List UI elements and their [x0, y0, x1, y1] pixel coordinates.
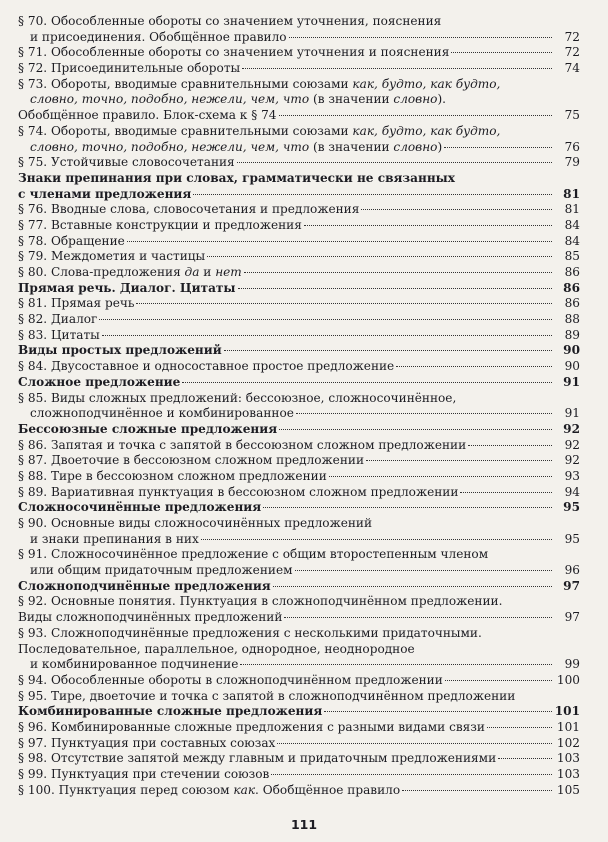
- toc-section-heading: [18, 579, 580, 595]
- page-number: 111: [290, 817, 318, 832]
- toc-entry: [18, 202, 580, 218]
- toc-entry: [18, 45, 580, 61]
- dot-leader: [99, 319, 552, 320]
- toc-section-heading: [18, 704, 580, 720]
- toc-line: [18, 218, 580, 234]
- toc-entry: [18, 77, 580, 124]
- toc-line-text: и знаки препинания в них: [30, 531, 199, 546]
- toc-line-text: § 81. Прямая речь: [18, 296, 135, 311]
- toc-entry: [18, 391, 580, 422]
- dot-leader: [324, 711, 552, 712]
- toc-line-text: § 93. Сложноподчинённые предложения с несколькими придаточными.: [18, 625, 482, 640]
- toc-line-text: § 78. Обращение: [18, 233, 125, 248]
- toc-line-text: § 76. Вводные слова, словосочетания и предложения: [18, 202, 360, 217]
- toc-page-number: 95: [563, 500, 580, 515]
- dot-leader: [224, 350, 552, 351]
- toc-line: [18, 92, 580, 108]
- toc-line-text: § 72. Присоединительные обороты: [18, 61, 241, 76]
- dot-leader: [207, 256, 552, 257]
- toc-line-text: § 100. Пунктуация перед союзом как. Обобщённое правило: [18, 782, 401, 797]
- toc-line: [18, 704, 580, 720]
- toc-line: [18, 751, 580, 767]
- toc-page-number: 100: [556, 672, 580, 687]
- toc-line: [18, 453, 580, 469]
- dot-leader: [240, 664, 552, 665]
- dot-leader: [366, 460, 552, 461]
- toc-line: [18, 422, 580, 438]
- toc-page-number: 105: [556, 782, 580, 797]
- toc-entry: [18, 155, 580, 171]
- dot-leader: [460, 492, 552, 493]
- dot-leader: [127, 241, 552, 242]
- toc-entry: [18, 124, 580, 155]
- dot-leader: [263, 507, 552, 508]
- toc-line-text: § 79. Междометия и частицы: [18, 249, 206, 264]
- toc-line-text: § 99. Пунктуация при стечении союзов: [18, 767, 270, 781]
- toc-page-number: 94: [564, 484, 580, 499]
- toc-line-text: или общим придаточным предложением: [30, 563, 293, 578]
- toc-entry: [18, 673, 580, 689]
- toc-line: [18, 657, 580, 673]
- dot-leader: [296, 413, 552, 414]
- toc-line: [18, 736, 580, 752]
- toc-line-text: Бессоюзные сложные предложения: [18, 421, 278, 436]
- toc-line-text: § 75. Устойчивые словосочетания: [18, 155, 235, 170]
- toc-line: [18, 328, 580, 344]
- dot-leader: [295, 570, 552, 571]
- toc-line-text: § 95. Тире, двоеточие и точка с запятой в сложноподчинённом предложении: [18, 688, 516, 703]
- toc-line-text: § 83. Цитаты: [18, 327, 100, 342]
- toc-line-text: § 92. Основные понятия. Пунктуация в сложноподчинённом предложении.: [18, 594, 503, 609]
- toc-page-number: 97: [563, 578, 580, 593]
- dot-leader: [242, 68, 552, 69]
- toc-line: [18, 438, 580, 454]
- dot-leader: [201, 539, 552, 540]
- dot-leader: [498, 758, 552, 759]
- toc-line-text: § 86. Запятая и точка с запятой в бессоюзном сложном предложении: [18, 437, 467, 452]
- toc-entry: [18, 14, 580, 45]
- toc-entry: [18, 594, 580, 625]
- toc-line-text: § 70. Обособленные обороты со значением уточнения, пояснения: [18, 14, 442, 28]
- toc-line-text: § 71. Обособленные обороты со значением уточнения и пояснения: [18, 45, 450, 60]
- toc-entry: [18, 328, 580, 344]
- toc-entry: [18, 249, 580, 265]
- toc-line-text: словно, точно, подобно, нежели, чем, что (в значении словно): [30, 139, 443, 154]
- toc-line-text: § 88. Тире в бессоюзном сложном предложении: [18, 468, 327, 483]
- toc-line-text: § 73. Обороты, вводимые сравнительными союзами как, будто, как будто,: [18, 76, 501, 91]
- toc-line: [18, 406, 580, 422]
- toc-line-text: с членами предложения: [18, 186, 192, 201]
- toc-page-number: 88: [564, 312, 580, 327]
- toc-line: [18, 61, 580, 77]
- toc-line: [18, 187, 580, 203]
- toc-entry: [18, 689, 580, 705]
- toc-line: [18, 689, 580, 705]
- toc-line: [18, 14, 580, 30]
- dot-leader: [329, 476, 552, 477]
- toc-section-heading: [18, 375, 580, 391]
- toc-page-number: 101: [556, 719, 580, 734]
- toc-line: [18, 469, 580, 485]
- toc-entry: [18, 312, 580, 328]
- toc-line: [18, 375, 580, 391]
- toc-page-number: 91: [563, 374, 580, 389]
- toc-page-number: 91: [564, 406, 580, 421]
- toc-page-number: 97: [564, 610, 580, 625]
- dot-leader: [102, 335, 552, 336]
- toc-section-heading: [18, 343, 580, 359]
- toc-line: [18, 77, 580, 93]
- toc-section-heading: [18, 281, 580, 297]
- dot-leader: [271, 774, 552, 775]
- toc-line: [18, 610, 580, 626]
- toc-entry: [18, 516, 580, 547]
- dot-leader: [451, 52, 552, 53]
- toc-page-number: 92: [563, 421, 580, 436]
- toc-line: [18, 171, 580, 187]
- dot-leader: [279, 429, 552, 430]
- dot-leader: [361, 209, 552, 210]
- toc-line-text: Виды сложноподчинённых предложений: [18, 610, 283, 625]
- toc-line-text: и комбинированное подчинение: [30, 657, 239, 672]
- toc-page-number: 74: [564, 61, 580, 76]
- toc-page-number: 90: [563, 343, 580, 358]
- dot-leader: [402, 790, 552, 791]
- toc-line: [18, 296, 580, 312]
- toc-line-text: Комбинированные сложные предложения: [18, 704, 323, 719]
- toc-page-number: 85: [564, 249, 580, 264]
- toc-page-number: 96: [564, 563, 580, 578]
- toc-line-text: § 91. Сложносочинённое предложение с общим второстепенным членом: [18, 547, 489, 562]
- toc-line: [18, 391, 580, 407]
- toc-line-text: § 82. Диалог: [18, 312, 98, 327]
- toc-page-number: 76: [564, 139, 580, 154]
- toc-page-number: 102: [556, 735, 580, 750]
- toc-line-text: сложноподчинённое и комбинированное: [30, 406, 294, 421]
- toc-page-number: 86: [564, 265, 580, 279]
- toc-entry: [18, 265, 580, 281]
- toc-line: [18, 563, 580, 579]
- toc-page-number: 92: [564, 437, 580, 452]
- toc-line-text: Сложноподчинённые предложения: [18, 578, 271, 593]
- toc-page-number: 92: [564, 453, 580, 468]
- toc-line-text: § 77. Вставные конструкции и предложения: [18, 217, 302, 232]
- toc-line-text: § 84. Двусоставное и односоставное простое предложение: [18, 359, 395, 374]
- dot-leader: [289, 37, 552, 38]
- dot-leader: [487, 727, 552, 728]
- toc-line-text: Прямая речь. Диалог. Цитаты: [18, 280, 236, 295]
- toc-line: [18, 124, 580, 140]
- toc-page-number: 90: [564, 359, 580, 374]
- toc-line-text: и присоединения. Обобщённое правило: [30, 29, 287, 44]
- toc-line: [18, 485, 580, 501]
- toc-line: [18, 767, 580, 783]
- toc-page-number: 79: [564, 155, 580, 170]
- dot-leader: [273, 586, 552, 587]
- dot-leader: [238, 288, 552, 289]
- toc-page-number: 72: [564, 45, 580, 60]
- toc-entry: [18, 783, 580, 799]
- toc-line: [18, 720, 580, 736]
- toc-page-number: 93: [564, 468, 580, 483]
- toc-line-text: § 89. Вариативная пунктуация в бессоюзном сложном предложении: [18, 484, 459, 499]
- toc-line: [18, 265, 580, 281]
- toc-page-number: 84: [564, 217, 580, 232]
- table-of-contents: [18, 14, 580, 798]
- toc-line-text: Сложносочинённые предложения: [18, 500, 262, 515]
- toc-line: [18, 500, 580, 516]
- toc-line: [18, 579, 580, 595]
- toc-line-text: § 74. Обороты, вводимые сравнительными союзами как, будто, как будто,: [18, 123, 501, 138]
- toc-line: [18, 626, 580, 642]
- toc-line: [18, 516, 580, 532]
- toc-line: [18, 312, 580, 328]
- toc-line: [18, 673, 580, 689]
- toc-line: [18, 234, 580, 250]
- toc-section-heading: [18, 422, 580, 438]
- toc-line: [18, 359, 580, 375]
- dot-leader: [277, 743, 552, 744]
- toc-page-number: 84: [564, 233, 580, 248]
- toc-entry: [18, 626, 580, 673]
- toc-entry: [18, 736, 580, 752]
- toc-entry: [18, 485, 580, 501]
- toc-line-text: § 97. Пунктуация при составных союзах: [18, 735, 276, 750]
- toc-page-number: 86: [564, 296, 580, 311]
- toc-page-number: 89: [564, 327, 580, 342]
- toc-page-number: 72: [564, 29, 580, 44]
- toc-line-text: § 96. Комбинированные сложные предложения с разными видами связи: [18, 719, 485, 734]
- toc-line: [18, 281, 580, 297]
- toc-entry: [18, 720, 580, 736]
- toc-line: [18, 108, 580, 124]
- toc-entry: [18, 296, 580, 312]
- toc-line-text: § 87. Двоеточие в бессоюзном сложном предложении: [18, 453, 365, 468]
- toc-entry: [18, 438, 580, 454]
- toc-page-number: 101: [554, 704, 580, 719]
- toc-entry: [18, 767, 580, 783]
- toc-line: [18, 547, 580, 563]
- toc-line-text: Последовательное, параллельное, однородное, неоднородное: [18, 641, 415, 656]
- dot-leader: [182, 382, 552, 383]
- toc-line-text: § 80. Слова-предложения да и нет: [18, 265, 242, 279]
- toc-section-heading: [18, 171, 580, 202]
- dot-leader: [444, 147, 552, 148]
- toc-line: [18, 532, 580, 548]
- dot-leader: [193, 194, 552, 195]
- toc-line-text: Обобщённое правило. Блок-схема к § 74: [18, 108, 277, 123]
- toc-line: [18, 249, 580, 265]
- toc-entry: [18, 61, 580, 77]
- dot-leader: [244, 272, 552, 273]
- dot-leader: [279, 115, 553, 116]
- toc-page-number: 103: [556, 767, 580, 781]
- toc-page-number: 99: [564, 657, 580, 672]
- dot-leader: [284, 617, 552, 618]
- dot-leader: [468, 445, 552, 446]
- toc-page-number: 81: [563, 186, 580, 201]
- toc-line: [18, 343, 580, 359]
- toc-line: [18, 594, 580, 610]
- toc-entry: [18, 547, 580, 578]
- toc-line: [18, 30, 580, 46]
- toc-page-number: 81: [564, 202, 580, 217]
- toc-line-text: Знаки препинания при словах, грамматически не связанных: [18, 170, 456, 185]
- toc-entry: [18, 218, 580, 234]
- toc-line-text: Сложное предложение: [18, 374, 181, 389]
- toc-entry: [18, 751, 580, 767]
- toc-line-text: § 85. Виды сложных предложений: бессоюзное, сложносочинённое,: [18, 390, 457, 405]
- dot-leader: [237, 162, 552, 163]
- dot-leader: [396, 366, 552, 367]
- toc-line-text: Виды простых предложений: [18, 343, 222, 358]
- toc-line: [18, 202, 580, 218]
- toc-entry: [18, 234, 580, 250]
- toc-line: [18, 783, 580, 799]
- toc-line: [18, 155, 580, 171]
- toc-entry: [18, 359, 580, 375]
- toc-line-text: § 90. Основные виды сложносочинённых предложений: [18, 516, 373, 530]
- toc-line-text: § 94. Обособленные обороты в сложноподчинённом предложении: [18, 672, 443, 687]
- toc-page-number: 75: [564, 108, 580, 123]
- toc-page-number: 103: [556, 751, 580, 766]
- dot-leader: [445, 680, 552, 681]
- toc-entry: [18, 469, 580, 485]
- dot-leader: [136, 303, 552, 304]
- dot-leader: [304, 225, 552, 226]
- toc-line: [18, 642, 580, 658]
- toc-line: [18, 140, 580, 156]
- toc-section-heading: [18, 500, 580, 516]
- toc-line-text: словно, точно, подобно, нежели, чем, что (в значении словно).: [30, 92, 447, 107]
- toc-page-number: 86: [563, 280, 580, 295]
- toc-line-text: § 98. Отсутствие запятой между главным и придаточным предложениями: [18, 751, 497, 766]
- toc-entry: [18, 453, 580, 469]
- toc-page-number: 95: [564, 531, 580, 546]
- toc-line: [18, 45, 580, 61]
